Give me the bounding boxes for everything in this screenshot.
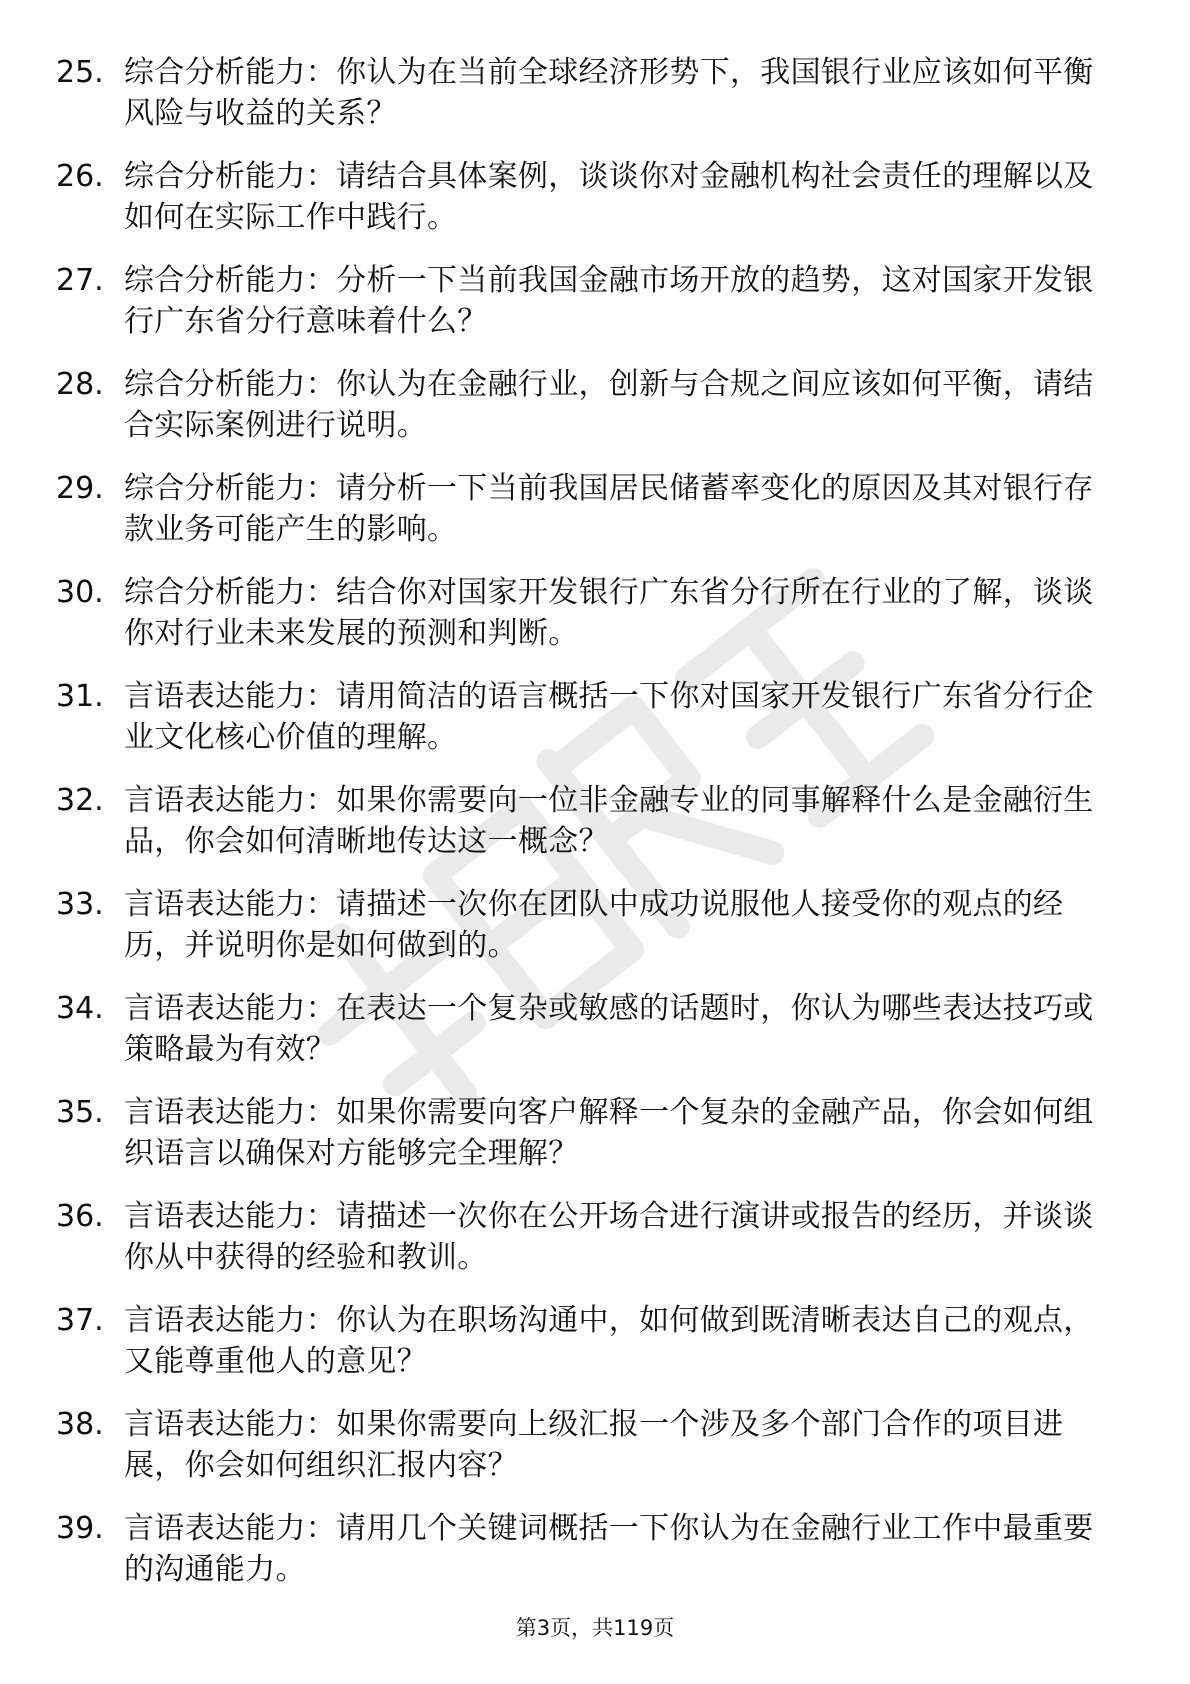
question-text: 言语表达能力：在表达一个复杂或敏感的话题时，你认为哪些表达技巧或策略最为有效？ [124,991,1094,1067]
question-item [56,1092,1116,1196]
question-text: 言语表达能力：请描述一次你在团队中成功说服他人接受你的观点的经历，并说明你是如何做到的。 [124,887,1064,963]
question-number: 38. [56,1407,104,1442]
question-item [56,676,1116,780]
question-text: 言语表达能力：请描述一次你在公开场合进行演讲或报告的经历，并谈谈你从中获得的经验和教训。 [124,1199,1094,1275]
question-item [56,364,1116,468]
question-text: 言语表达能力：如果你需要向上级汇报一个涉及多个部门合作的项目进展，你会如何组织汇报内容？ [124,1407,1064,1483]
question-text: 言语表达能力：请用几个关键词概括一下你认为在金融行业工作中最重要的沟通能力。 [124,1511,1094,1587]
question-number: 36. [56,1199,104,1234]
question-item [56,572,1116,676]
question-item [56,1300,1116,1404]
question-text: 言语表达能力：如果你需要向客户解释一个复杂的金融产品，你会如何组织语言以确保对方能够完全理解？ [124,1095,1094,1171]
question-number: 28. [56,367,104,402]
question-item [56,468,1116,572]
question-number: 32. [56,783,104,818]
question-item [56,156,1116,260]
question-item [56,780,1116,884]
question-text: 综合分析能力：你认为在当前全球经济形势下，我国银行业应该如何平衡风险与收益的关系？ [124,55,1094,131]
question-item [56,988,1116,1092]
page-number-label: 第3页，共119页 [515,1616,675,1640]
question-number: 30. [56,575,104,610]
question-item [56,1196,1116,1300]
question-item [56,1508,1116,1612]
question-number: 34. [56,991,104,1026]
question-number: 26. [56,159,104,194]
question-text: 综合分析能力：你认为在金融行业，创新与合规之间应该如何平衡，请结合实际案例进行说明。 [124,367,1094,443]
question-number: 37. [56,1303,104,1338]
question-text: 言语表达能力：如果你需要向一位非金融专业的同事解释什么是金融衍生品，你会如何清晰地传达这一概念？ [124,783,1094,859]
question-text: 言语表达能力：你认为在职场沟通中，如何做到既清晰表达自己的观点，又能尊重他人的意见？ [124,1303,1094,1379]
question-item [56,1404,1116,1508]
question-number: 35. [56,1095,104,1130]
question-number: 31. [56,679,104,714]
page-footer [0,1614,1190,1642]
question-number: 25. [56,55,104,90]
question-number: 39. [56,1511,104,1546]
question-item [56,260,1116,364]
question-text: 综合分析能力：请分析一下当前我国居民储蓄率变化的原因及其对银行存款业务可能产生的影响。 [124,471,1094,547]
question-text: 综合分析能力：请结合具体案例，谈谈你对金融机构社会责任的理解以及如何在实际工作中践行。 [124,159,1094,235]
question-text: 言语表达能力：请用简洁的语言概括一下你对国家开发银行广东省分行企业文化核心价值的理解。 [124,679,1094,755]
question-list [56,52,1116,1612]
question-item [56,52,1116,156]
question-text: 综合分析能力：结合你对国家开发银行广东省分行所在行业的了解，谈谈你对行业未来发展的预测和判断。 [124,575,1094,651]
question-item [56,884,1116,988]
question-number: 27. [56,263,104,298]
question-text: 综合分析能力：分析一下当前我国金融市场开放的趋势，这对国家开发银行广东省分行意味着什么？ [124,263,1094,339]
question-number: 29. [56,471,104,506]
question-number: 33. [56,887,104,922]
